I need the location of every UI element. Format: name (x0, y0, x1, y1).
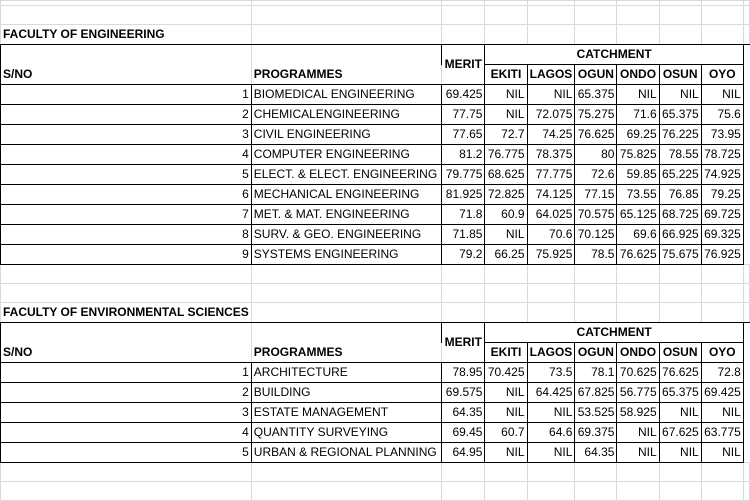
state-header-oyo[interactable]: OYO (701, 343, 743, 363)
state-header-osun[interactable]: OSUN (659, 343, 701, 363)
catchment-cell-ogun[interactable]: 70.575 (575, 205, 617, 225)
header-row (1, 65, 750, 85)
programme-cell[interactable]: CHEMICALENGINEERING (251, 105, 441, 125)
empty-cell[interactable] (575, 284, 617, 303)
empty-cell[interactable] (251, 6, 441, 25)
empty-cell[interactable] (743, 265, 749, 284)
merit-cell[interactable]: 71.85 (442, 225, 485, 245)
empty-row (1, 6, 750, 25)
catchment-cell-ekiti[interactable]: NIL (485, 85, 527, 105)
catchment-cell-ogun[interactable]: 77.15 (575, 185, 617, 205)
empty-cell[interactable] (251, 265, 441, 284)
catchment-cell-ondo[interactable]: 73.55 (617, 185, 659, 205)
empty-cell[interactable] (485, 284, 527, 303)
empty-cell[interactable] (659, 25, 701, 45)
catchment-cell-ondo[interactable]: 69.6 (617, 225, 659, 245)
empty-cell[interactable] (442, 303, 485, 323)
catchment-cell-ekiti[interactable]: 72.825 (485, 185, 527, 205)
catchment-cell-osun[interactable]: NIL (659, 85, 701, 105)
empty-cell[interactable] (701, 284, 743, 303)
catchment-cell-ondo[interactable]: 71.6 (617, 105, 659, 125)
programme-cell[interactable]: QUANTITY SURVEYING (251, 423, 441, 443)
state-header-ondo[interactable]: ONDO (617, 343, 659, 363)
empty-cell[interactable] (701, 303, 743, 323)
empty-cell[interactable] (527, 463, 575, 482)
empty-cell[interactable] (659, 482, 701, 501)
empty-cell[interactable] (701, 463, 743, 482)
merit-cell[interactable]: 79.775 (442, 165, 485, 185)
empty-cell[interactable] (485, 303, 527, 323)
catchment-header[interactable]: CATCHMENT (485, 323, 743, 343)
empty-cell[interactable] (251, 303, 441, 323)
empty-cell[interactable] (743, 284, 749, 303)
empty-cell[interactable] (251, 25, 441, 45)
empty-cell[interactable] (527, 482, 575, 501)
empty-cell[interactable] (485, 25, 527, 45)
catchment-cell-oyo[interactable]: 69.425 (701, 383, 743, 403)
catchment-cell-lagos[interactable]: 78.375 (527, 145, 575, 165)
header-row (1, 343, 750, 363)
sno-cell[interactable]: 1 (1, 85, 252, 105)
sno-header[interactable]: S/NO (1, 65, 252, 85)
empty-cell[interactable] (1, 323, 252, 343)
empty-row (1, 284, 750, 303)
merit-cell[interactable]: 79.2 (442, 245, 485, 265)
catchment-cell-ekiti[interactable]: NIL (485, 225, 527, 245)
merit-cell[interactable]: 77.75 (442, 105, 485, 125)
catchment-cell-osun[interactable]: NIL (659, 403, 701, 423)
empty-cell[interactable] (251, 284, 441, 303)
empty-cell[interactable] (659, 6, 701, 25)
catchment-cell-ondo[interactable]: 69.25 (617, 125, 659, 145)
sno-cell[interactable]: 2 (1, 383, 252, 403)
catchment-cell-ekiti[interactable]: 70.425 (485, 363, 527, 383)
catchment-cell-ogun[interactable]: 53.525 (575, 403, 617, 423)
catchment-cell-ogun[interactable]: 65.375 (575, 85, 617, 105)
catchment-cell-ekiti[interactable]: 60.9 (485, 205, 527, 225)
empty-cell[interactable] (743, 25, 749, 45)
empty-cell[interactable] (442, 463, 485, 482)
empty-cell[interactable] (743, 303, 749, 323)
merit-cell[interactable]: 81.925 (442, 185, 485, 205)
faculty-title[interactable]: FACULTY OF ENGINEERING (1, 25, 252, 45)
catchment-cell-lagos[interactable]: 64.025 (527, 205, 575, 225)
table-row (1, 85, 750, 105)
catchment-cell-ondo[interactable]: 70.625 (617, 363, 659, 383)
catchment-cell-ogun[interactable]: 70.125 (575, 225, 617, 245)
sno-cell[interactable]: 7 (1, 205, 252, 225)
programme-cell[interactable]: MET. & MAT. ENGINEERING (251, 205, 441, 225)
catchment-cell-lagos[interactable]: 75.925 (527, 245, 575, 265)
programme-cell[interactable]: SYSTEMS ENGINEERING (251, 245, 441, 265)
catchment-cell-oyo[interactable]: 69.725 (701, 205, 743, 225)
faculty-title[interactable]: FACULTY OF ENVIRONMENTAL SCIENCES (1, 303, 252, 323)
empty-cell[interactable] (617, 25, 659, 45)
merit-header[interactable]: MERIT (442, 45, 485, 85)
table-row (1, 165, 750, 185)
merit-header[interactable]: MERIT (442, 323, 485, 363)
catchment-cell-ogun[interactable]: 72.6 (575, 165, 617, 185)
catchment-cell-oyo[interactable]: 63.775 (701, 423, 743, 443)
catchment-cell-lagos[interactable]: 70.6 (527, 225, 575, 245)
catchment-cell-oyo[interactable]: 76.925 (701, 245, 743, 265)
catchment-cell-oyo[interactable]: 73.95 (701, 125, 743, 145)
programme-cell[interactable]: ELECT. & ELECT. ENGINEERING (251, 165, 441, 185)
sno-cell[interactable]: 9 (1, 245, 252, 265)
table-row (1, 105, 750, 125)
catchment-cell-oyo[interactable]: 74.925 (701, 165, 743, 185)
empty-cell[interactable] (1, 284, 252, 303)
catchment-cell-lagos[interactable]: NIL (527, 403, 575, 423)
merit-cell[interactable]: 64.35 (442, 403, 485, 423)
catchment-cell-ekiti[interactable]: NIL (485, 105, 527, 125)
merit-cell[interactable]: 69.575 (442, 383, 485, 403)
catchment-cell-lagos[interactable]: 74.125 (527, 185, 575, 205)
empty-cell[interactable] (575, 303, 617, 323)
state-header-ogun[interactable]: OGUN (575, 65, 617, 85)
table-row (1, 443, 750, 463)
catchment-cell-lagos[interactable]: 73.5 (527, 363, 575, 383)
empty-cell[interactable] (575, 482, 617, 501)
catchment-cell-osun[interactable]: 78.55 (659, 145, 701, 165)
catchment-cell-ekiti[interactable]: 66.25 (485, 245, 527, 265)
empty-cell[interactable] (442, 265, 485, 284)
state-header-oyo[interactable]: OYO (701, 65, 743, 85)
catchment-cell-ondo[interactable]: 65.125 (617, 205, 659, 225)
catchment-cell-osun[interactable]: 67.625 (659, 423, 701, 443)
sno-cell[interactable]: 6 (1, 185, 252, 205)
empty-cell[interactable] (659, 284, 701, 303)
catchment-cell-oyo[interactable]: 75.6 (701, 105, 743, 125)
sno-cell[interactable]: 4 (1, 423, 252, 443)
table-row (1, 423, 750, 443)
merit-cell[interactable]: 77.65 (442, 125, 485, 145)
empty-cell[interactable] (743, 6, 749, 25)
catchment-cell-oyo[interactable]: 69.325 (701, 225, 743, 245)
empty-cell[interactable] (1, 463, 252, 482)
empty-cell[interactable] (527, 284, 575, 303)
catchment-cell-ondo[interactable]: NIL (617, 423, 659, 443)
state-header-ondo[interactable]: ONDO (617, 65, 659, 85)
table-row (1, 145, 750, 165)
empty-cell[interactable] (485, 265, 527, 284)
sno-cell[interactable]: 3 (1, 403, 252, 423)
table-row (1, 245, 750, 265)
programme-cell[interactable]: CIVIL ENGINEERING (251, 125, 441, 145)
catchment-cell-osun[interactable]: 76.225 (659, 125, 701, 145)
empty-cell[interactable] (251, 463, 441, 482)
catchment-cell-ogun[interactable]: 80 (575, 145, 617, 165)
empty-cell[interactable] (442, 482, 485, 501)
empty-cell[interactable] (442, 284, 485, 303)
table-row (1, 225, 750, 245)
catchment-cell-ogun[interactable]: 75.275 (575, 105, 617, 125)
empty-cell[interactable] (1, 482, 252, 501)
sno-header[interactable]: S/NO (1, 343, 252, 363)
programmes-header[interactable]: PROGRAMMES (251, 65, 441, 85)
merit-cell[interactable]: 78.95 (442, 363, 485, 383)
empty-cell[interactable] (527, 265, 575, 284)
sno-cell[interactable]: 2 (1, 105, 252, 125)
sno-cell[interactable]: 4 (1, 145, 252, 165)
catchment-cell-oyo[interactable]: 79.25 (701, 185, 743, 205)
programme-cell[interactable]: URBAN & REGIONAL PLANNING (251, 443, 441, 463)
table-row (1, 185, 750, 205)
empty-cell[interactable] (617, 463, 659, 482)
sno-cell[interactable]: 1 (1, 363, 252, 383)
header-row (1, 45, 750, 65)
empty-cell[interactable] (617, 6, 659, 25)
catchment-cell-ondo[interactable]: 56.775 (617, 383, 659, 403)
empty-cell[interactable] (701, 482, 743, 501)
catchment-cell-osun[interactable]: 75.675 (659, 245, 701, 265)
merit-cell[interactable]: 71.8 (442, 205, 485, 225)
catchment-cell-osun[interactable]: 65.225 (659, 165, 701, 185)
empty-cell[interactable] (527, 303, 575, 323)
catchment-cell-osun[interactable]: 76.85 (659, 185, 701, 205)
empty-cell[interactable] (442, 25, 485, 45)
catchment-cell-ondo[interactable]: 76.625 (617, 245, 659, 265)
table-row (1, 205, 750, 225)
catchment-cell-lagos[interactable]: 64.425 (527, 383, 575, 403)
programme-cell[interactable]: MECHANICAL ENGINEERING (251, 185, 441, 205)
empty-row (1, 463, 750, 482)
empty-row (1, 265, 750, 284)
catchment-cell-ogun[interactable]: 67.825 (575, 383, 617, 403)
faculty-title-row (1, 303, 750, 323)
merit-cell[interactable]: 69.425 (442, 85, 485, 105)
state-header-ekiti[interactable]: EKITI (485, 343, 527, 363)
empty-cell[interactable] (575, 463, 617, 482)
catchment-cell-ogun[interactable]: 64.35 (575, 443, 617, 463)
table-row (1, 125, 750, 145)
programmes-header[interactable]: PROGRAMMES (251, 343, 441, 363)
catchment-cell-ekiti[interactable]: 76.775 (485, 145, 527, 165)
catchment-cell-ogun[interactable]: 69.375 (575, 423, 617, 443)
state-header-ekiti[interactable]: EKITI (485, 65, 527, 85)
catchment-cell-oyo[interactable]: 72.8 (701, 363, 743, 383)
empty-cell[interactable] (1, 45, 252, 65)
state-header-lagos[interactable]: LAGOS (527, 343, 575, 363)
table-row (1, 403, 750, 423)
empty-cell[interactable] (617, 303, 659, 323)
programme-cell[interactable]: COMPUTER ENGINEERING (251, 145, 441, 165)
merit-cell[interactable]: 81.2 (442, 145, 485, 165)
empty-cell[interactable] (485, 463, 527, 482)
catchment-cell-lagos[interactable]: NIL (527, 443, 575, 463)
catchment-cell-osun[interactable]: 66.925 (659, 225, 701, 245)
catchment-cell-ondo[interactable]: 59.85 (617, 165, 659, 185)
empty-cell[interactable] (701, 6, 743, 25)
empty-cell[interactable] (701, 265, 743, 284)
empty-cell[interactable] (575, 265, 617, 284)
programme-cell[interactable]: SURV. & GEO. ENGINEERING (251, 225, 441, 245)
catchment-cell-lagos[interactable]: 74.25 (527, 125, 575, 145)
catchment-cell-ogun[interactable]: 78.5 (575, 245, 617, 265)
catchment-cell-ondo[interactable]: NIL (617, 443, 659, 463)
sno-cell[interactable]: 3 (1, 125, 252, 145)
empty-cell[interactable] (659, 463, 701, 482)
empty-cell[interactable] (617, 284, 659, 303)
merit-cell[interactable]: 69.45 (442, 423, 485, 443)
empty-cell[interactable] (659, 265, 701, 284)
programme-cell[interactable]: BIOMEDICAL ENGINEERING (251, 85, 441, 105)
catchment-cell-lagos[interactable]: 77.775 (527, 165, 575, 185)
empty-cell[interactable] (659, 303, 701, 323)
catchment-cell-oyo[interactable]: NIL (701, 85, 743, 105)
catchment-cell-osun[interactable]: NIL (659, 443, 701, 463)
catchment-cell-ondo[interactable]: NIL (617, 85, 659, 105)
empty-cell[interactable] (527, 25, 575, 45)
empty-cell[interactable] (701, 25, 743, 45)
catchment-cell-osun[interactable]: 65.375 (659, 105, 701, 125)
empty-cell[interactable] (527, 6, 575, 25)
state-header-osun[interactable]: OSUN (659, 65, 701, 85)
state-header-ogun[interactable]: OGUN (575, 343, 617, 363)
empty-cell[interactable] (485, 482, 527, 501)
empty-cell[interactable] (485, 6, 527, 25)
sno-cell[interactable]: 5 (1, 443, 252, 463)
programme-cell[interactable]: ESTATE MANAGEMENT (251, 403, 441, 423)
catchment-cell-osun[interactable]: 76.625 (659, 363, 701, 383)
catchment-cell-oyo[interactable]: NIL (701, 443, 743, 463)
catchment-cell-ekiti[interactable]: 68.625 (485, 165, 527, 185)
catchment-cell-osun[interactable]: 65.375 (659, 383, 701, 403)
catchment-cell-ondo[interactable]: 75.825 (617, 145, 659, 165)
catchment-cell-oyo[interactable]: NIL (701, 403, 743, 423)
empty-cell[interactable] (743, 482, 749, 501)
catchment-cell-ekiti[interactable]: NIL (485, 383, 527, 403)
catchment-cell-ekiti[interactable]: NIL (485, 403, 527, 423)
catchment-cell-lagos[interactable]: 72.075 (527, 105, 575, 125)
empty-cell[interactable] (1, 265, 252, 284)
empty-cell[interactable] (442, 6, 485, 25)
catchment-cell-ekiti[interactable]: 60.7 (485, 423, 527, 443)
empty-cell[interactable] (251, 323, 441, 343)
empty-cell[interactable] (1, 6, 252, 25)
table-row (1, 383, 750, 403)
merit-cell[interactable]: 64.95 (442, 443, 485, 463)
catchment-cell-lagos[interactable]: 64.6 (527, 423, 575, 443)
empty-cell[interactable] (575, 25, 617, 45)
empty-cell[interactable] (617, 265, 659, 284)
catchment-cell-ogun[interactable]: 76.625 (575, 125, 617, 145)
catchment-cell-ondo[interactable]: 58.925 (617, 403, 659, 423)
sno-cell[interactable]: 5 (1, 165, 252, 185)
empty-cell[interactable] (743, 463, 749, 482)
empty-row (1, 482, 750, 501)
empty-cell[interactable] (617, 482, 659, 501)
faculty-title-row (1, 25, 750, 45)
state-header-lagos[interactable]: LAGOS (527, 65, 575, 85)
catchment-header[interactable]: CATCHMENT (485, 45, 743, 65)
catchment-cell-lagos[interactable]: NIL (527, 85, 575, 105)
empty-cell[interactable] (575, 6, 617, 25)
sno-cell[interactable]: 8 (1, 225, 252, 245)
catchment-cell-ekiti[interactable]: NIL (485, 443, 527, 463)
programme-cell[interactable]: ARCHITECTURE (251, 363, 441, 383)
catchment-cell-ogun[interactable]: 78.1 (575, 363, 617, 383)
table-row (1, 363, 750, 383)
header-row (1, 323, 750, 343)
empty-cell[interactable] (251, 45, 441, 65)
catchment-cell-ekiti[interactable]: 72.7 (485, 125, 527, 145)
catchment-cell-oyo[interactable]: 78.725 (701, 145, 743, 165)
catchment-cell-osun[interactable]: 68.725 (659, 205, 701, 225)
empty-cell[interactable] (251, 482, 441, 501)
programme-cell[interactable]: BUILDING (251, 383, 441, 403)
